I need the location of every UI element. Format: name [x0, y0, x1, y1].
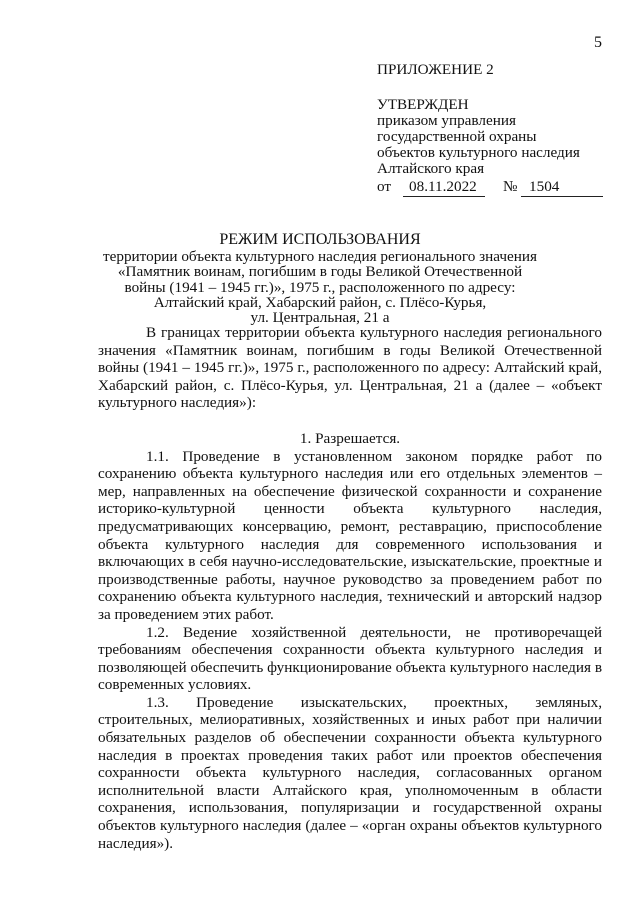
approval-line: приказом управления: [377, 112, 516, 129]
order-date: 08.11.2022: [409, 178, 477, 195]
item-1-3: 1.3. Проведение изыскательских, проектных, земляных, строительных, мелиоративных, хозяйственных и иных работ при наличии обязательных разделов об обеспечении сохранности объекта культурного наследия в проектах проведения таких работ или проектов обеспечения сохранности объекта культурного наследия, согласованных органом исполнительной власти Алтайского края, уполномоченным в области сохранения, использования, популяризации и государственной охраны объектов культурного наследия (далее – «орган охраны объектов культурного наследия»).: [98, 693, 602, 852]
item-1-1: 1.1. Проведение в установленном законом порядке работ по сохранению объекта культурного наследия или его отдельных элементов – мер, направленных на обеспечение физической сохранности и сохранение историко-культурной ценности объекта культурного наследия, предусматривающих консервацию, ремонт, реставрацию, приспособление объекта культурного наследия для современного использования и включающих в себя научно-исследовательские, изыскательские, проектные и производственные работы, научное руководство за проведением работ по сохранению объекта культурного наследия, технический и авторский надзор за проведением этих работ.: [98, 447, 602, 623]
intro-paragraph: В границах территории объекта культурного наследия регионального значения «Памятник воинам, погибшим в годы Великой Отечественной войны (1941 – 1945 гг.)», 1975 г., расположенного по адресу: Алтайский край, Хабарский район, с. Плёсо-Курья, ул. Центральная, 21 а (далее – «объект культурного наследия»):: [98, 324, 602, 412]
approval-block: [377, 62, 617, 198]
page-number: 5: [594, 34, 602, 51]
title-line: «Памятник воинам, погибшим в годы Великой Отечественной: [117, 263, 523, 281]
approval-line: государственной охраны: [377, 128, 537, 145]
title-line: ул. Центральная, 21 а: [250, 309, 390, 327]
document-body: [98, 324, 602, 852]
appendix-title: ПРИЛОЖЕНИЕ 2: [377, 61, 494, 78]
order-number: 1504: [529, 178, 560, 195]
approval-line: Алтайского края: [377, 160, 485, 177]
title-line: войны (1941 – 1945 гг.)», 1975 г., расположенного по адресу:: [124, 278, 516, 296]
approval-line: объектов культурного наследия: [377, 144, 580, 161]
number-label: №: [503, 178, 518, 195]
title-line: Алтайский край, Хабарский район, с. Плёсо-Курья,: [153, 293, 487, 311]
item-1-2: 1.2. Ведение хозяйственной деятельности, не противоречащей требованиям обеспечения сохранности объекта культурного наследия и позволяющей обеспечить функционирование объекта культурного наследия в современных условиях.: [98, 623, 602, 694]
from-label: от: [377, 178, 392, 195]
document-title: [0, 231, 640, 325]
title-line: территории объекта культурного наследия регионального значения: [102, 248, 538, 265]
order-reference: [377, 178, 617, 198]
title-main: РЕЖИМ ИСПОЛЬЗОВАНИЯ: [219, 231, 421, 248]
section-heading: 1. Разрешается.: [299, 429, 401, 447]
approved-label: УТВЕРЖДЕН: [377, 96, 469, 113]
